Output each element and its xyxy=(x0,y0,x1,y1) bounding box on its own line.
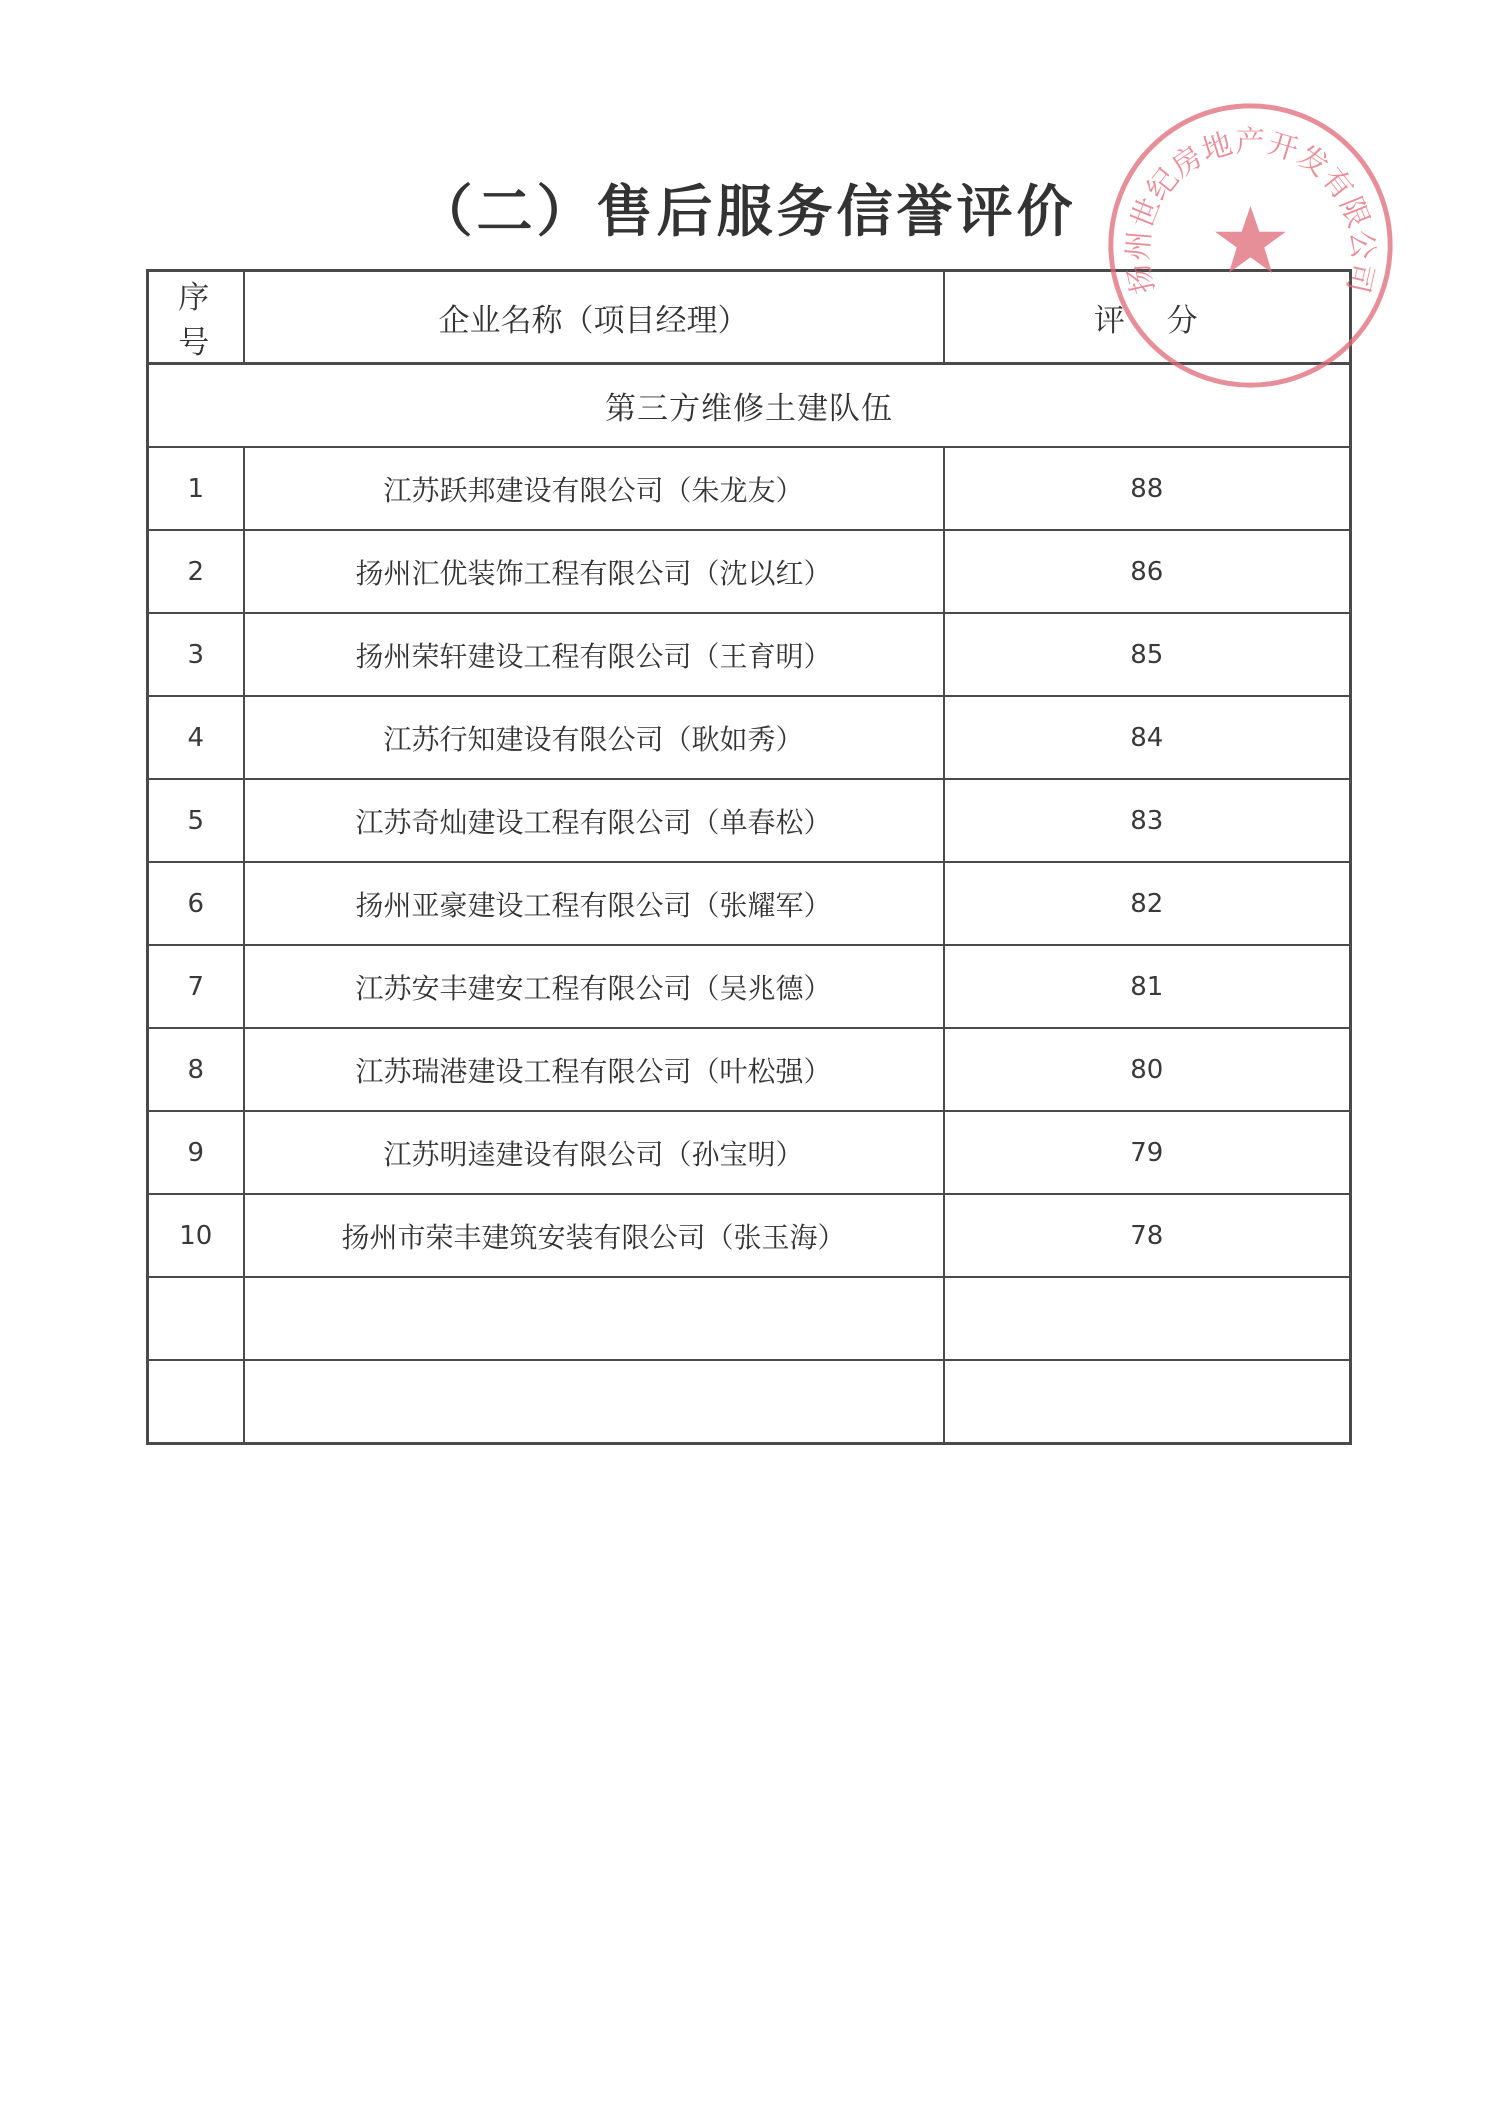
score-cell xyxy=(944,1360,1351,1444)
header-row xyxy=(148,271,1351,364)
company-cell: 江苏安丰建安工程有限公司（吴兆德） xyxy=(244,945,944,1028)
score-cell: 81 xyxy=(944,945,1351,1028)
table-row xyxy=(148,613,1351,696)
score-cell: 82 xyxy=(944,862,1351,945)
score-cell: 86 xyxy=(944,530,1351,613)
seq-cell: 7 xyxy=(148,945,244,1028)
seq-cell: 6 xyxy=(148,862,244,945)
table-row xyxy=(148,945,1351,1028)
company-cell: 扬州亚豪建设工程有限公司（张耀军） xyxy=(244,862,944,945)
seq-cell: 10 xyxy=(148,1194,244,1277)
company-cell: 扬州荣轩建设工程有限公司（王育明） xyxy=(244,613,944,696)
seq-cell: 3 xyxy=(148,613,244,696)
score-cell xyxy=(944,1277,1351,1360)
table-row xyxy=(148,862,1351,945)
table-row-empty xyxy=(148,1360,1351,1444)
score-cell: 79 xyxy=(944,1111,1351,1194)
table-row xyxy=(148,1028,1351,1111)
seq-cell: 5 xyxy=(148,779,244,862)
seq-cell: 1 xyxy=(148,447,244,530)
seq-cell xyxy=(148,1277,244,1360)
company-cell: 扬州市荣丰建筑安装有限公司（张玉海） xyxy=(244,1194,944,1277)
seal-text: 扬州世纪房地产开发有限公司 xyxy=(1120,124,1381,298)
table-row xyxy=(148,1111,1351,1194)
table-row xyxy=(148,696,1351,779)
company-header: 企业名称（项目经理） xyxy=(244,271,944,364)
company-cell: 江苏奇灿建设工程有限公司（单春松） xyxy=(244,779,944,862)
company-cell xyxy=(244,1360,944,1444)
company-cell: 江苏明逵建设有限公司（孙宝明） xyxy=(244,1111,944,1194)
table-row xyxy=(148,530,1351,613)
score-cell: 80 xyxy=(944,1028,1351,1111)
seq-cell: 8 xyxy=(148,1028,244,1111)
seq-cell: 9 xyxy=(148,1111,244,1194)
score-cell: 84 xyxy=(944,696,1351,779)
score-table xyxy=(146,269,1352,1445)
section-row xyxy=(148,364,1351,448)
company-cell: 扬州汇优装饰工程有限公司（沈以红） xyxy=(244,530,944,613)
score-header: 评 分 xyxy=(944,271,1351,364)
score-cell: 78 xyxy=(944,1194,1351,1277)
score-cell: 85 xyxy=(944,613,1351,696)
seq-cell xyxy=(148,1360,244,1444)
table-row-empty xyxy=(148,1277,1351,1360)
page-title: （二）售后服务信誉评价 xyxy=(416,180,1077,245)
company-cell: 江苏行知建设有限公司（耿如秀） xyxy=(244,696,944,779)
score-cell: 83 xyxy=(944,779,1351,862)
company-cell xyxy=(244,1277,944,1360)
table-row xyxy=(148,447,1351,530)
seq-cell: 4 xyxy=(148,696,244,779)
table-row xyxy=(148,1194,1351,1277)
section-title: 第三方维修土建队伍 xyxy=(148,364,1351,448)
table-row xyxy=(148,779,1351,862)
seq-header: 序 号 xyxy=(148,271,244,364)
seq-cell: 2 xyxy=(148,530,244,613)
company-cell: 江苏跃邦建设有限公司（朱龙友） xyxy=(244,447,944,530)
score-cell: 88 xyxy=(944,447,1351,530)
company-cell: 江苏瑞港建设工程有限公司（叶松强） xyxy=(244,1028,944,1111)
